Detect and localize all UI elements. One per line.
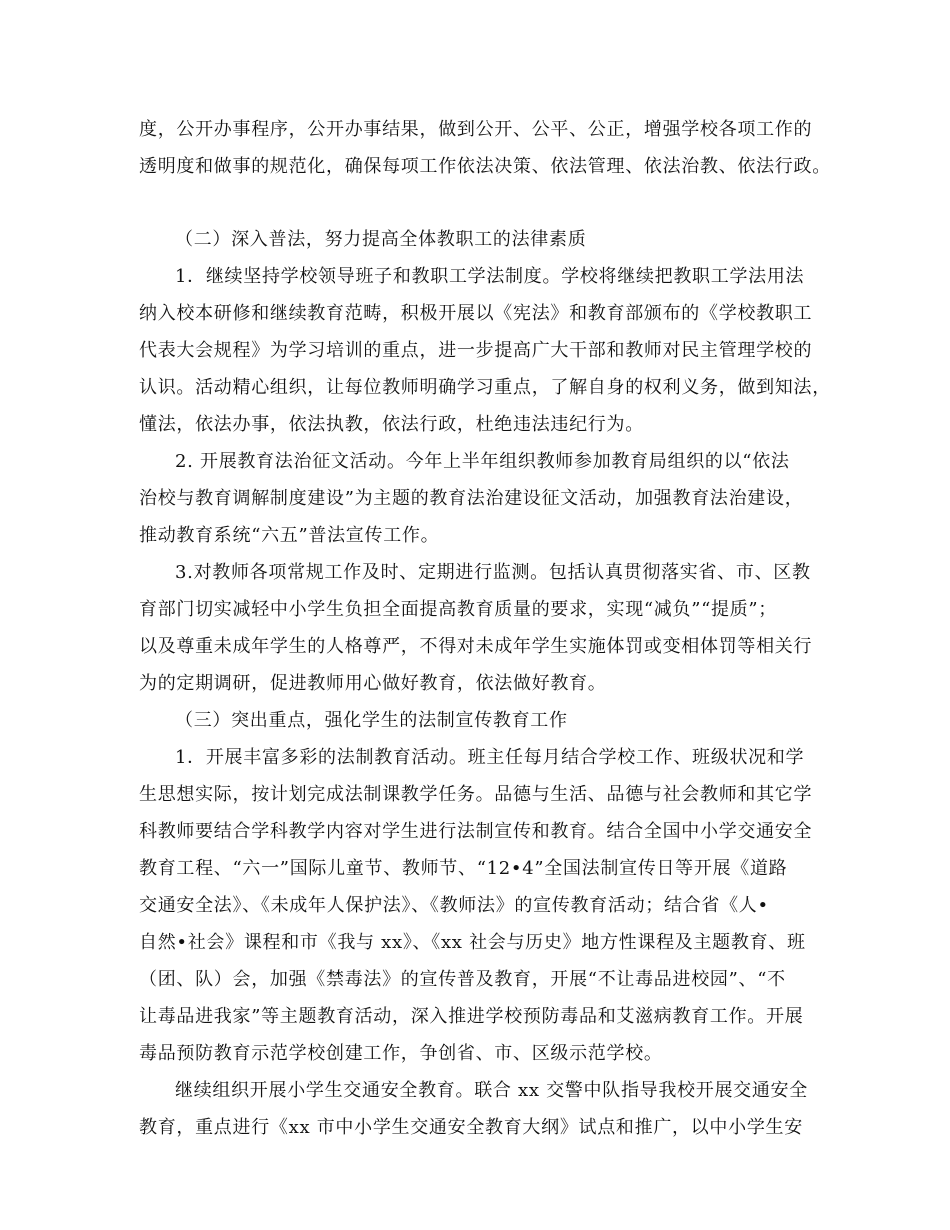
text-line: 纳入校本研修和继续教育范畴，积极开展以《宪法》和教育部颁布的《学校教职工 [139,303,813,324]
text-line: 懂法，依法办事，依法执教，依法行政，杜绝违法违纪行为。 [139,414,644,435]
text-line: 毒品预防教育示范学校创建工作，争创省、市、区级示范学校。 [139,1043,663,1064]
text-line: 1．开展丰富多彩的法制教育活动。班主任每月结合学校工作、班级状况和学 [175,747,805,768]
text-line: 2. 开展教育法治征文活动。今年上半年组织教师参加教育局组织的以“依法 [175,451,790,472]
section-heading-3: （三）突出重点，强化学生的法制宣传教育工作 [175,710,568,731]
text-line: 继续组织开展小学生交通安全教育。联合 xx 交警中队指导我校开展交通安全 [175,1080,808,1101]
text-line: 代表大会规程》为学习培训的重点，进一步提高广大干部和教师对民主管理学校的 [139,340,813,361]
text-line: 透明度和做事的规范化，确保每项工作依法决策、依法管理、依法治教、依法行政。 [139,156,831,177]
text-line: 为的定期调研，促进教师用心做好教育，依法做好教育。 [139,673,607,694]
section-heading-2: （二）深入普法，努力提高全体教职工的法律素质 [175,229,587,250]
text-line: 生思想实际，按计划完成法制课教学任务。品德与生活、品德与社会教师和其它学 [139,784,813,805]
text-line: 教育，重点进行《xx 市中小学生交通安全教育大纲》试点和推广，以中小学生安 [139,1117,803,1138]
text-line: 3.对教师各项常规工作及时、定期进行监测。包括认真贯彻落实省、市、区教 [175,562,811,583]
text-line: 让毒品进我家”等主题教育活动，深入推进学校预防毒品和艾滋病教育工作。开展 [139,1006,804,1027]
text-line: 育部门切实减轻中小学生负担全面提高教育质量的要求，实现“减负”“提质”； [139,599,778,620]
text-line: 以及尊重未成年学生的人格尊严，不得对未成年学生实施体罚或变相体罚等相关行 [139,636,813,657]
text-line: 度，公开办事程序，公开办事结果，做到公开、公平、公正，增强学校各项工作的 [139,119,813,140]
text-line: 认识。活动精心组织，让每位教师明确学习重点，了解自身的权利义务，做到知法， [139,377,831,398]
text-line: 推动教育系统“六五”普法宣传工作。 [139,525,440,546]
text-line: 1．继续坚持学校领导班子和教职工学法制度。学校将继续把教职工学法用法 [175,266,805,287]
text-line: 交通安全法》、《未成年人保护法》、《教师法》的宣传教育活动；结合省《人• [139,895,769,916]
text-line: 治校与教育调解制度建设”为主题的教育法治建设征文活动，加强教育法治建设， [139,488,804,509]
text-line: 自然•社会》课程和市《我与 xx》、《xx 社会与历史》地方性课程及主题教育、班 [139,932,806,953]
text-line: （团、队）会，加强《禁毒法》的宣传普及教育，开展“不让毒品进校园”、“不 [139,969,786,990]
text-line: 教育工程、“六一”国际儿童节、教师节、“12•4”全国法制宣传日等开展《道路 [139,858,788,879]
text-line: 科教师要结合学科教学内容对学生进行法制宣传和教育。结合全国中小学交通安全 [139,821,813,842]
